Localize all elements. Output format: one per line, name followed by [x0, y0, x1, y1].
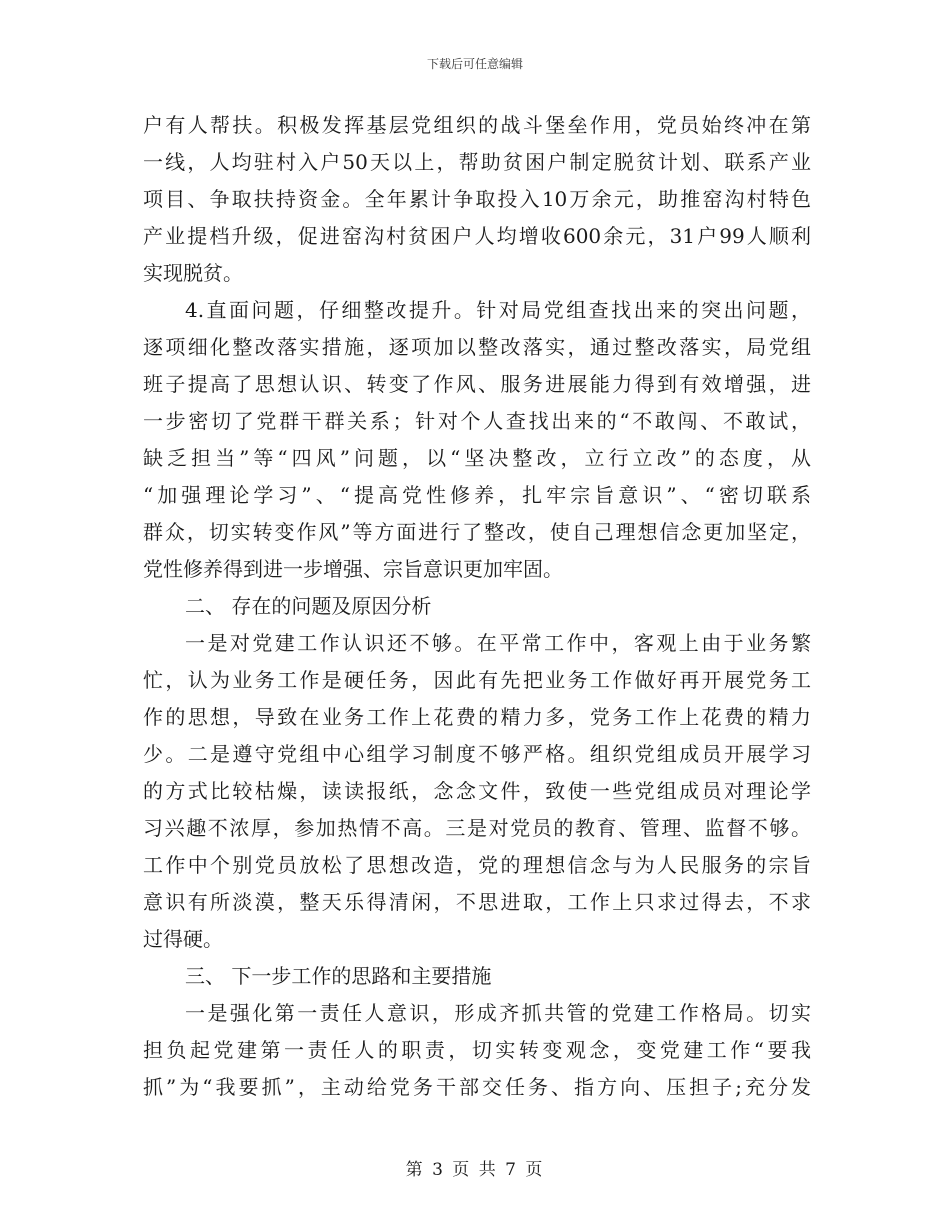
text-line: 班子提高了思想认识、转变了作风、服务进展能力得到有效增强，进 — [143, 372, 811, 396]
text-line: 一是强化第一责任人意识，形成齐抓共管的党建工作格局。切实 — [185, 1001, 811, 1025]
text-line: 群众，切实转变作风”等方面进行了整改，使自己理想信念更加坚定， — [143, 520, 811, 544]
text-line: 党性修养得到进一步增强、宗旨意识更加牢固。 — [143, 557, 563, 581]
text-line: 产业提档升级，促进窑沟村贫困户人均增收600余元，31户99人顺利 — [143, 224, 811, 248]
text-line: 忙，认为业务工作是硬任务，因此有先把业务工作做好再开展党务工 — [143, 668, 811, 692]
text-line: 逐项细化整改落实措施，逐项加以整改落实，通过整改落实，局党组 — [143, 335, 811, 359]
text-line: 实现脱贫。 — [143, 261, 243, 285]
text-line: 工作中个别党员放松了思想改造，党的理想信念与为人民服务的宗旨 — [143, 853, 811, 877]
text-line: 一线，人均驻村入户50天以上，帮助贫困户制定脱贫计划、联系产业 — [143, 150, 811, 174]
text-line: 担负起党建第一责任人的职责，切实转变观念，变党建工作“要我 — [143, 1038, 811, 1062]
text-line: 4.直面问题，仔细整改提升。针对局党组查找出来的突出问题， — [185, 298, 811, 322]
text-line: 户有人帮扶。积极发挥基层党组织的战斗堡垒作用，党员始终冲在第 — [143, 113, 811, 137]
section-heading: 二、 存在的问题及原因分析 — [185, 594, 432, 618]
text-line: 习兴趣不浓厚，参加热情不高。三是对党员的教育、管理、监督不够。 — [143, 816, 811, 840]
text-line: 的方式比较枯燥，读读报纸，念念文件，致使一些党组成员对理论学 — [143, 779, 811, 803]
text-line: “加强理论学习”、“提高党性修养，扎牢宗旨意识”、“密切联系 — [143, 483, 811, 507]
section-heading: 三、 下一步工作的思路和主要措施 — [185, 964, 492, 988]
text-line: 少。二是遵守党组中心组学习制度不够严格。组织党组成员开展学习 — [143, 742, 811, 766]
text-line: 作的思想，导致在业务工作上花费的精力多，党务工作上花费的精力 — [143, 705, 811, 729]
text-line: 缺乏担当”等“四风”问题，以“坚决整改，立行立改”的态度，从 — [143, 446, 811, 470]
page-header-note: 下载后可任意编辑 — [426, 57, 523, 71]
document-body — [143, 107, 811, 1106]
text-line: 抓”为“我要抓”，主动给党务干部交任务、指方向、压担子;充分发 — [143, 1075, 811, 1099]
text-line: 项目、争取扶持资金。全年累计争取投入10万余元，助推窑沟村特色 — [143, 187, 811, 211]
text-line: 一是对党建工作认识还不够。在平常工作中，客观上由于业务繁 — [185, 631, 811, 655]
page-number: 第 3 页 共 7 页 — [405, 1160, 545, 1180]
text-line: 过得硬。 — [143, 927, 223, 951]
text-line: 一步密切了党群干群关系；针对个人查找出来的“不敢闯、不敢试， — [143, 409, 811, 433]
text-line: 意识有所淡漠，整天乐得清闲，不思进取，工作上只求过得去，不求 — [143, 890, 811, 914]
